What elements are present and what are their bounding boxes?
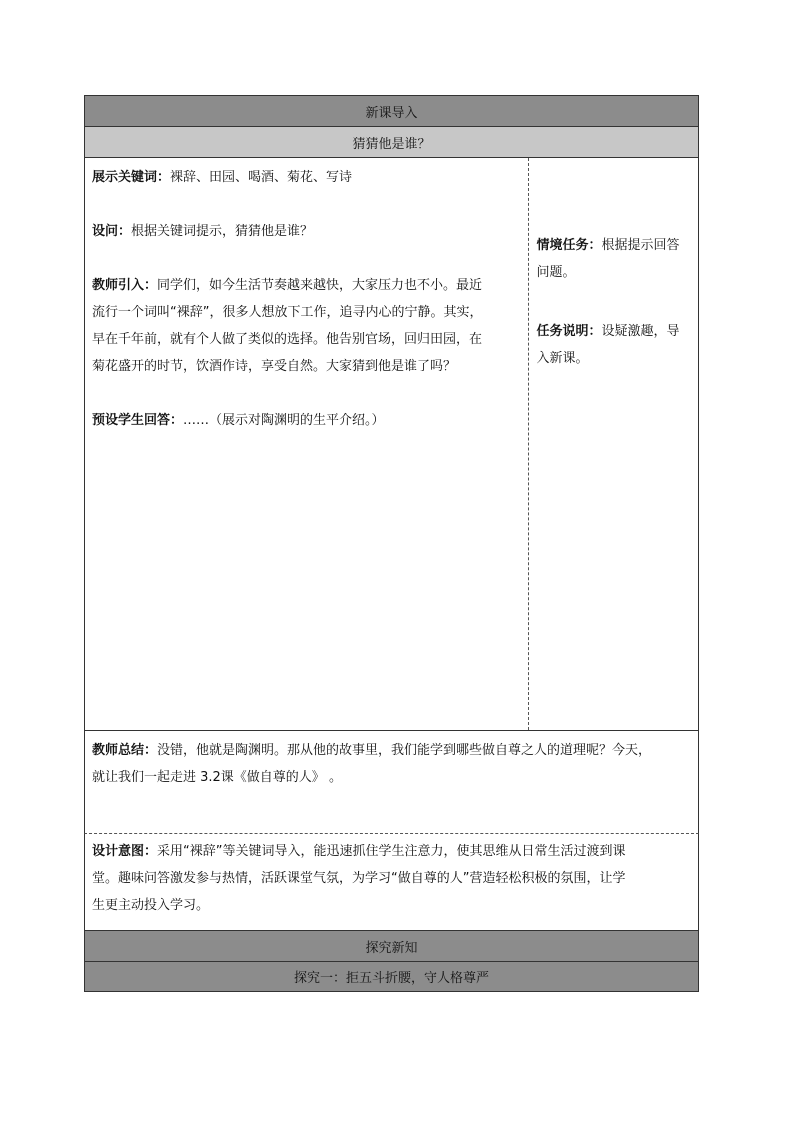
desc-line: 入新课。 bbox=[536, 351, 589, 366]
section2-title: 探究新知 bbox=[365, 940, 418, 956]
section2-subtitle: 探究一：拒五斗折腰，守人格尊严 bbox=[293, 971, 489, 986]
intro-line: 同学们，如今生活节奏越来越快，大家压力也不小。最近 bbox=[157, 278, 483, 293]
task-line: 根据提示回答 bbox=[601, 238, 680, 253]
intro-line: 早在千年前，就有个人做了类似的选择。他告别官场，回归田园，在 bbox=[92, 332, 483, 347]
intro-line: 菊花盛开的时节，饮酒作诗，享受自然。大家猜到他是谁了吗？ bbox=[92, 359, 457, 374]
design-intent-row bbox=[84, 834, 699, 930]
desc-line: 设疑激趣，导 bbox=[601, 324, 680, 339]
question-paragraph bbox=[92, 218, 522, 245]
summary-label: 教师总结： bbox=[92, 743, 158, 758]
keywords-text: 裸辞、田园、喝酒、菊花、写诗 bbox=[170, 170, 353, 185]
lesson-plan-table bbox=[84, 95, 699, 992]
section-subtitle: 猜猜他是谁？ bbox=[352, 136, 431, 152]
answer-paragraph bbox=[92, 407, 522, 434]
section-subtitle-band bbox=[84, 126, 699, 157]
intro-label: 教师引入： bbox=[92, 278, 158, 293]
intent-line: 堂。趣味问答激发参与热情，活跃课堂气氛，为学习“做自尊的人”营造轻松积极的氛围，让学 bbox=[92, 871, 626, 886]
answer-text: ……（展示对陶渊明的生平介绍。） bbox=[183, 413, 385, 428]
intent-line: 采用“裸辞”等关键词导入，能迅速抓住学生注意力，使其思维从日常生活过渡到课 bbox=[157, 844, 626, 859]
section2-title-band bbox=[84, 930, 699, 961]
student-activity-cell bbox=[529, 158, 698, 730]
intro-paragraph bbox=[92, 272, 522, 380]
activity-row bbox=[84, 157, 699, 730]
summary-paragraph bbox=[92, 737, 692, 791]
teacher-activity-cell bbox=[85, 158, 529, 730]
intent-paragraph bbox=[92, 838, 692, 919]
intent-label: 设计意图： bbox=[92, 844, 158, 859]
desc-paragraph bbox=[537, 318, 692, 372]
section-title-band bbox=[84, 95, 699, 126]
question-label: 设问： bbox=[92, 224, 132, 239]
summary-line: 就让我们一起走进 3.2课《做自尊的人》 。 bbox=[92, 770, 342, 785]
task-line: 问题。 bbox=[536, 265, 576, 280]
section2-subtitle-band bbox=[84, 961, 699, 992]
intent-line: 生更主动投入学习。 bbox=[92, 898, 210, 913]
task-paragraph bbox=[537, 232, 692, 286]
keywords-paragraph bbox=[92, 164, 522, 191]
answer-label: 预设学生回答： bbox=[92, 413, 184, 428]
keywords-label: 展示关键词： bbox=[92, 170, 171, 185]
summary-row bbox=[84, 730, 699, 834]
summary-line: 没错，他就是陶渊明。那从他的故事里，我们能学到哪些做自尊之人的道理呢？今天， bbox=[157, 743, 652, 758]
desc-label: 任务说明： bbox=[536, 324, 602, 339]
question-text: 根据关键词提示，猜猜他是谁？ bbox=[131, 224, 314, 239]
intro-line: 流行一个词叫“裸辞”，很多人想放下工作，追寻内心的宁静。其实， bbox=[92, 305, 483, 320]
section-title: 新课导入 bbox=[365, 105, 418, 121]
task-label: 情境任务： bbox=[536, 238, 602, 253]
